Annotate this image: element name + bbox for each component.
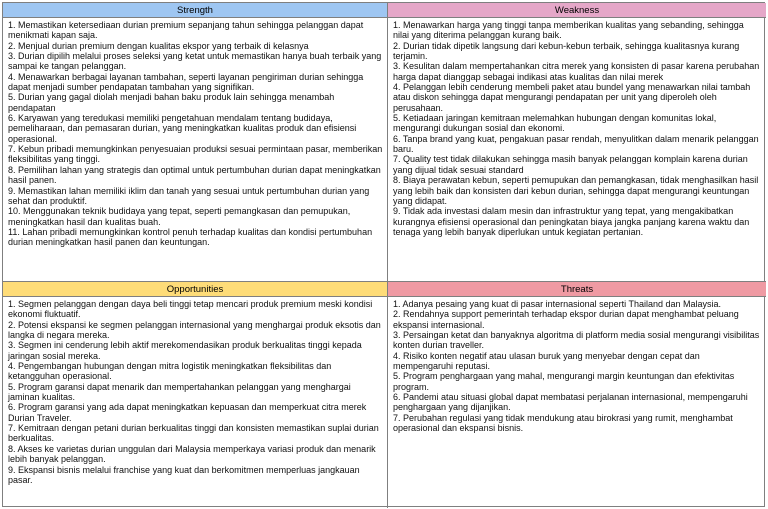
list-item: 1. Memastikan ketersediaan durian premium sepanjang tahun sehingga pelanggan dapat menikmati kapan saja. xyxy=(8,20,364,41)
strength-cell xyxy=(3,18,388,282)
list-item: 3. Persaingan ketat dan banyaknya algoritma di platform media sosial mengurangi visibilitas konten durian traveller. xyxy=(393,330,760,351)
swot-table xyxy=(2,2,765,507)
list-item: 9. Ekspansi bisnis melalui franchise yang kuat dan berkomitmen memperluas jangkauan pasar. xyxy=(8,464,360,485)
list-item: 2. Rendahnya support pemerintah terhadap ekspor durian dapat menghambat peluang ekspansi internasional. xyxy=(393,309,739,330)
list-item: 3. Segmen ini cenderung lebih aktif merekomendasikan produk berkualitas tinggi kepada jaringan sosial mereka. xyxy=(8,340,362,361)
list-item: 8. Biaya perawatan kebun, seperti pemupukan dan pemangkasan, tidak menghasilkan hasil yang lebih baik dan konsisten dari kebun durian, sehingga dapat mengurangi keuntungan yang didapat. xyxy=(393,175,759,206)
list-item: 6. Program garansi yang ada dapat meningkatkan kepuasan dan memperkuat citra merek Durian Traveler. xyxy=(8,402,367,423)
list-item: 2. Potensi ekspansi ke segmen pelanggan internasional yang menghargai produk eksotis dan langka di negara mereka. xyxy=(8,319,381,341)
weakness-cell xyxy=(388,18,766,282)
list-item: 7. Perubahan regulasi yang tidak mendukung atau birokrasi yang rumit, menghambat operasional dan ekspansi bisnis. xyxy=(393,412,733,434)
list-item: 4. Risiko konten negatif atau ulasan buruk yang menyebar dengan cepat dan mempengaruhi reputasi. xyxy=(393,350,700,372)
list-item: 4. Menawarkan berbagai layanan tambahan, seperti layanan pengiriman durian sehingga dapat menjadi sumber pendapatan tambahan yang signifikan. xyxy=(8,71,364,93)
list-item: 1. Adanya pesaing yang kuat di pasar internasional seperti Thailand dan Malaysia. xyxy=(393,299,722,309)
list-item: 3. Durian dipilih melalui proses seleksi yang ketat untuk memastikan hanya buah terbaik yang sampai ke tangan pelanggan. xyxy=(8,51,382,72)
list-item: 7. Quality test tidak dilakukan sehingga masih banyak pelanggan komplain karena durian yang dijual tidak sesuai standard xyxy=(393,154,748,175)
list-item: 9. Tidak ada investasi dalam mesin dan infrastruktur yang tepat, yang mengakibatkan kurangnya efisiensi operasional dan peningkatan biaya jangka panjang karena waktu dan tenaga yang lebih banyak diperlukan untuk kegiatan pertanian. xyxy=(393,206,750,237)
list-item: 5. Program penghargaan yang mahal, mengurangi margin keuntungan dan efektivitas program. xyxy=(393,371,735,392)
list-item: 2. Menjual durian premium dengan kualitas ekspor yang terbaik di kelasnya xyxy=(8,40,309,51)
list-item: 5. Durian yang gagal diolah menjadi bahan baku produk lain sehingga menambah pendapatan xyxy=(8,92,335,113)
strength-header: Strength xyxy=(3,3,388,18)
opportunities-header: Opportunities xyxy=(3,282,388,297)
list-item: 7. Kebun pribadi memungkinkan penyesuaian produksi sesuai permintaan pasar, memberikan fleksibilitas yang tinggi. xyxy=(8,144,383,165)
list-item: 6. Pandemi atau situasi global dapat membatasi perjalanan internasional, mempengaruhi penghargaan yang dijanjikan. xyxy=(393,392,748,413)
list-item: 8. Pemilihan lahan yang strategis dan optimal untuk pertumbuhan durian dapat meningkatkan hasil panen. xyxy=(8,164,381,186)
list-item: 2. Durian tidak dipetik langsung dari kebun-kebun terbaik, sehingga kualitasnya kurang terjamin. xyxy=(393,40,740,62)
list-item: 1. Menawarkan harga yang tinggi tanpa memberikan kualitas yang sebanding, sehingga nilai yang diterima pelanggan kurang baik. xyxy=(393,20,744,41)
list-item: 5. Program garansi dapat menarik dan mempertahankan pelanggan yang menghargai jaminan kualitas. xyxy=(8,381,351,403)
list-item: 6. Karyawan yang teredukasi memiliki pengetahuan mendalam tentang budidaya, pemeliharaan, dan pemasaran durian, yang meningkatkan kualitas produk dan efisiensi operasional. xyxy=(8,113,357,144)
threats-cell xyxy=(388,297,766,508)
list-item: 10. Menggunakan teknik budidaya yang tepat, seperti pemangkasan dan pemupukan, meningkatkan hasil dan kualitas buah. xyxy=(8,206,351,227)
list-item: 4. Pengembangan hubungan dengan mitra logistik meningkatkan fleksibilitas dan ketangguhan operasional. xyxy=(8,361,332,382)
list-item: 4. Pelanggan lebih cenderung membeli paket atau bundel yang menawarkan nilai tambah atau diskon sehingga dapat mengurangi pendapatan per unit yang diperoleh oleh perusahaan. xyxy=(393,82,751,113)
list-item: 9. Memastikan lahan memiliki iklim dan tanah yang sesuai untuk pertumbuhan durian yang sehat dan produktif. xyxy=(8,185,370,206)
threats-header: Threats xyxy=(388,282,766,297)
list-item: 8. Akses ke varietas durian unggulan dari Malaysia memperkaya variasi produk dan menarik lebih banyak pelanggan. xyxy=(8,443,376,465)
list-item: 1. Segmen pelanggan dengan daya beli tinggi tetap mencari produk premium meski kondisi ekonomi fluktuatif. xyxy=(8,299,373,320)
weakness-header: Weakness xyxy=(388,3,766,18)
list-item: 11. Lahan pribadi memungkinkan kontrol penuh terhadap kualitas dan kondisi pertumbuhan durian meningkatkan hasil panen dan keuntungan. xyxy=(8,226,373,248)
list-item: 6. Tanpa brand yang kuat, pengakuan pasar rendah, menyulitkan dalam menarik pelanggan baru. xyxy=(393,133,759,155)
list-item: 7. Kemitraan dengan petani durian berkualitas tinggi dan konsisten memastikan suplai durian berkualitas. xyxy=(8,423,379,444)
list-item: 3. Kesulitan dalam mempertahankan citra merek yang konsisten di pasar karena perubahan harga dapat dianggap sebagai indikasi atas kualitas dan nilai merek xyxy=(393,61,760,82)
opportunities-cell xyxy=(3,297,388,508)
list-item: 5. Ketiadaan jaringan kemitraan melemahkan hubungan dengan komunitas lokal, mengurangi dukungan sosial dan ekonomi. xyxy=(393,113,717,134)
